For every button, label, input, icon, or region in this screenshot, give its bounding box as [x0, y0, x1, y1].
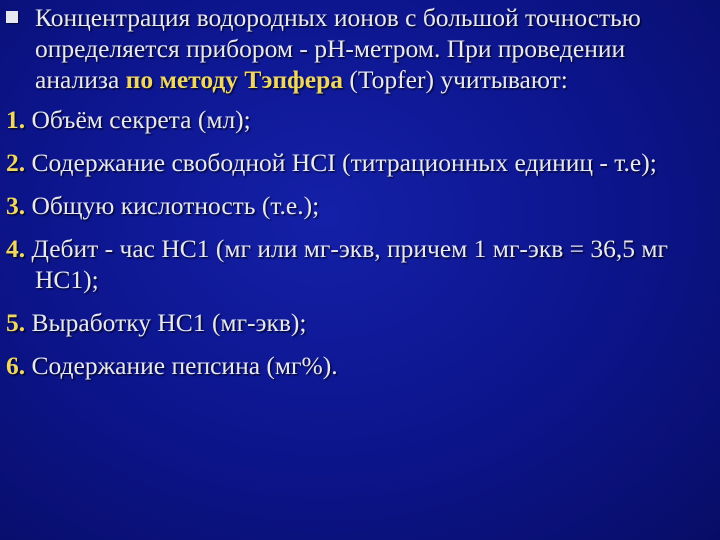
item-number: 1.	[6, 105, 26, 134]
item-text: Содержание свободной HCI (титрационных единиц - т.е);	[31, 148, 657, 177]
list-item	[6, 307, 714, 338]
item-number: 5.	[6, 308, 26, 337]
list-item	[6, 147, 714, 178]
item-number: 2.	[6, 148, 26, 177]
intro-text-after: (Topfer) учитывают:	[343, 65, 568, 94]
item-text: Дебит - час НС1 (мг или мг-экв, причем 1 мг-экв = 36,5 мг НС1);	[31, 234, 668, 294]
list-item	[6, 233, 714, 295]
list-item	[6, 190, 714, 221]
item-text: Содержание пепсина (мг%).	[31, 351, 338, 380]
method-highlight: по методу Тэпфера	[125, 65, 344, 94]
item-number: 6.	[6, 351, 26, 380]
item-text: Выработку НС1 (мг-экв);	[31, 308, 307, 337]
intro-paragraph	[6, 2, 714, 95]
square-bullet-icon	[6, 11, 18, 23]
item-number: 3.	[6, 191, 26, 220]
item-text: Общую кислотность (т.е.);	[31, 191, 320, 220]
list-item	[6, 350, 714, 381]
item-text: Объём секрета (мл);	[31, 105, 251, 134]
slide-body	[6, 2, 714, 393]
item-number: 4.	[6, 234, 26, 263]
intro-text-before: Концентрация водородных ионов с большой точностью определяется прибором - pH-метром. При проведении анализа	[35, 3, 641, 94]
list-item	[6, 104, 714, 135]
